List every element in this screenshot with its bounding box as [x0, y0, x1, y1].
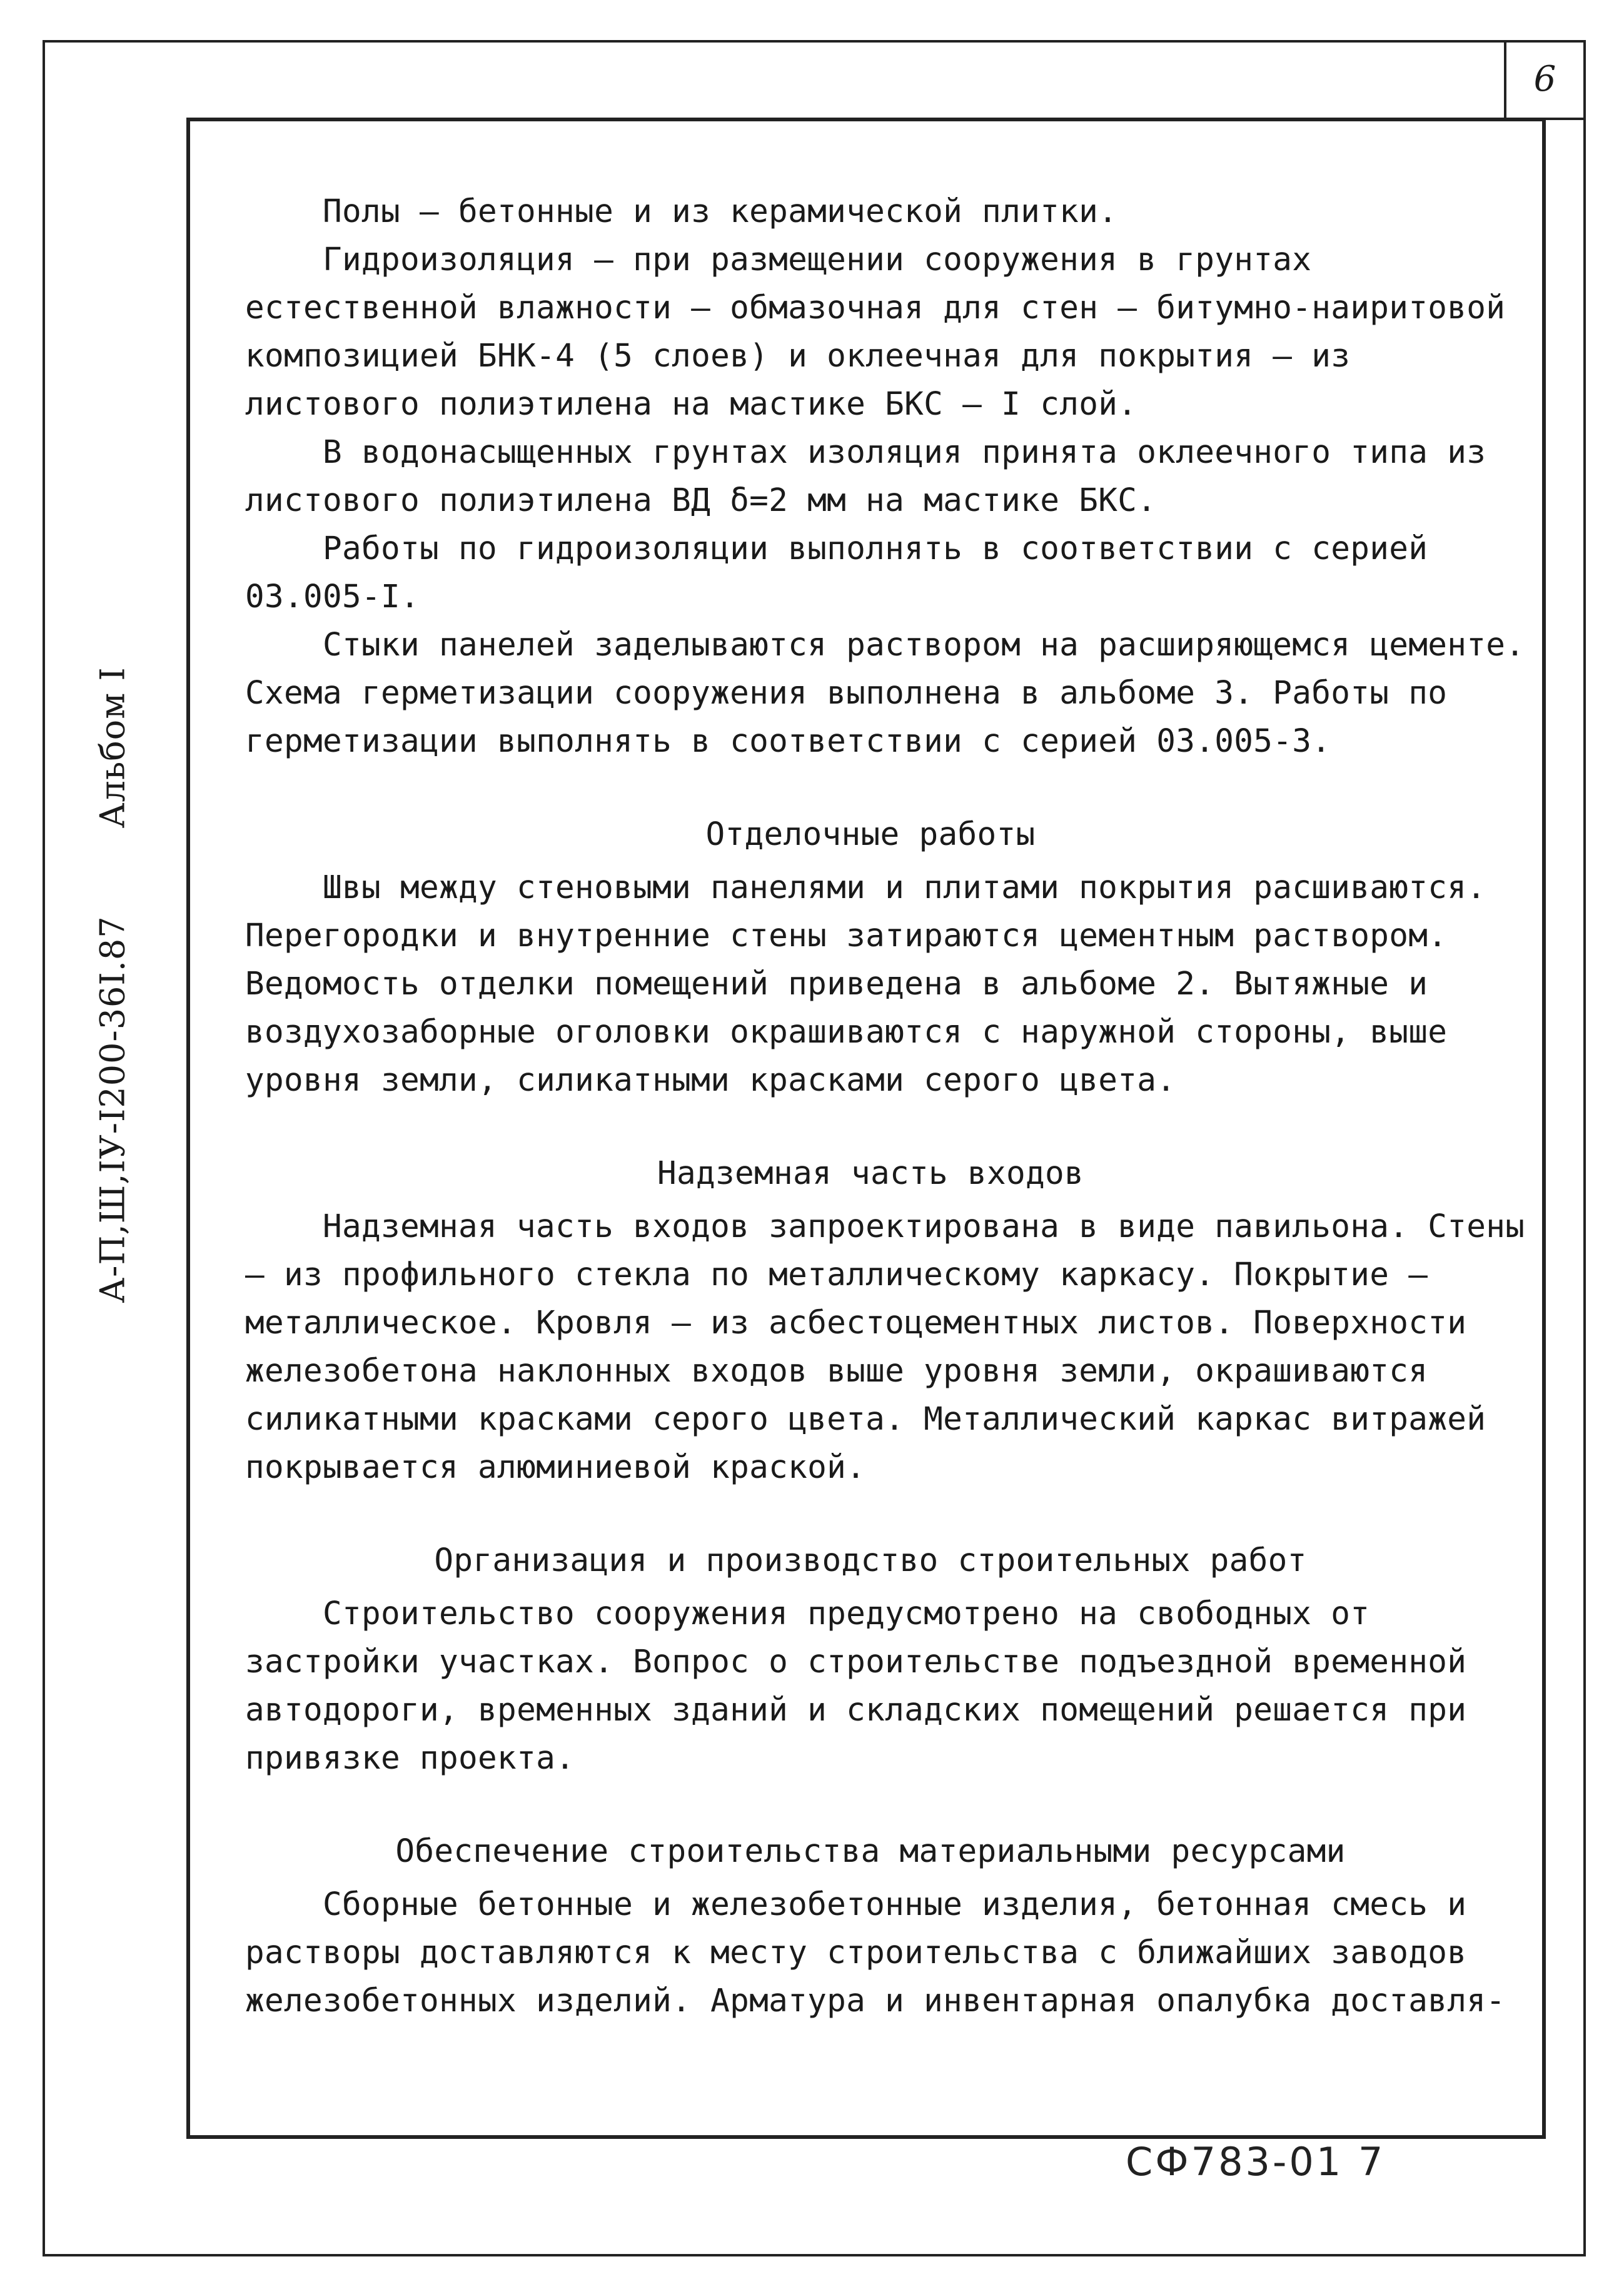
heading-finishing: Отделочные работы: [705, 816, 1036, 853]
document-body: [245, 188, 1540, 2025]
paragraph-finishing: Швы между стеновыми панелями и плитами покрытия расшиваются. Перегородки и внутренние стены затираются цементным раствором. Ведомость отделки помещений приведена в альбоме 2. Вытяжные и воздухозаборные оголовки окрашиваются с наружной стороны, выше уровня земли, силикатными красками серого цвета.: [245, 869, 1486, 1099]
page-number: 6: [1504, 40, 1583, 120]
paragraph-joints: Стыки панелей заделываются раствором на расширяющемся цементе. Схема герметизации сооружения выполнена в альбоме 3. Работы по герметизации выполнять в соответствии с серией 03.005-3.: [245, 627, 1525, 760]
heading-resources: Обеспечение строительства материальными ресурсами: [395, 1833, 1346, 1870]
heading-entrances: Надземная часть входов: [657, 1155, 1084, 1192]
document-code: А-П,Ш,IУ-I200-36I.87: [93, 916, 133, 1303]
paragraph-waterproofing-works: Работы по гидроизоляции выполнять в соответствии с серией 03.005-I.: [245, 530, 1428, 615]
paragraph-saturated-soils: В водонасыщенных грунтах изоляция принята оклеечного типа из листового полиэтилена ВД δ=2 мм на мастике БКС.: [245, 434, 1486, 519]
paragraph-organization: Строительство сооружения предусмотрено на свободных от застройки участках. Вопрос о строительстве подъездной временной автодороги, временных зданий и складских помещений решается при привязке проекта.: [245, 1595, 1467, 1777]
document-stamp: СФ783-01 7: [1126, 2139, 1386, 2185]
paragraph-waterproofing: Гидроизоляция – при размещении сооружения в грунтах естественной влажности – обмазочная для стен – битумно-наиритовой композицией БНК-4 (5 слоев) и оклеечная для покрытия – из листового полиэтилена на мастике БКС – I слой.: [245, 241, 1506, 423]
paragraph-floors: Полы – бетонные и из керамической плитки.: [323, 193, 1118, 230]
paragraph-resources: Сборные бетонные и железобетонные изделия, бетонная смесь и растворы доставляются к месту строительства с ближайших заводов железобетонных изделий. Арматура и инвентарная опалубка доставля-: [245, 1886, 1506, 2019]
heading-organization: Организация и производство строительных работ: [434, 1542, 1307, 1579]
paragraph-entrances: Надземная часть входов запроектирована в виде павильона. Стены – из профильного стекла по металлическому каркасу. Покрытие – металлическое. Кровля – из асбестоцементных листов. Поверхности железобетона наклонных входов выше уровня земли, окрашиваются силикатными красками серого цвета. Металлический каркас витражей покрывается алюминиевой краской.: [245, 1208, 1525, 1486]
album-label: Альбом I: [93, 667, 133, 829]
